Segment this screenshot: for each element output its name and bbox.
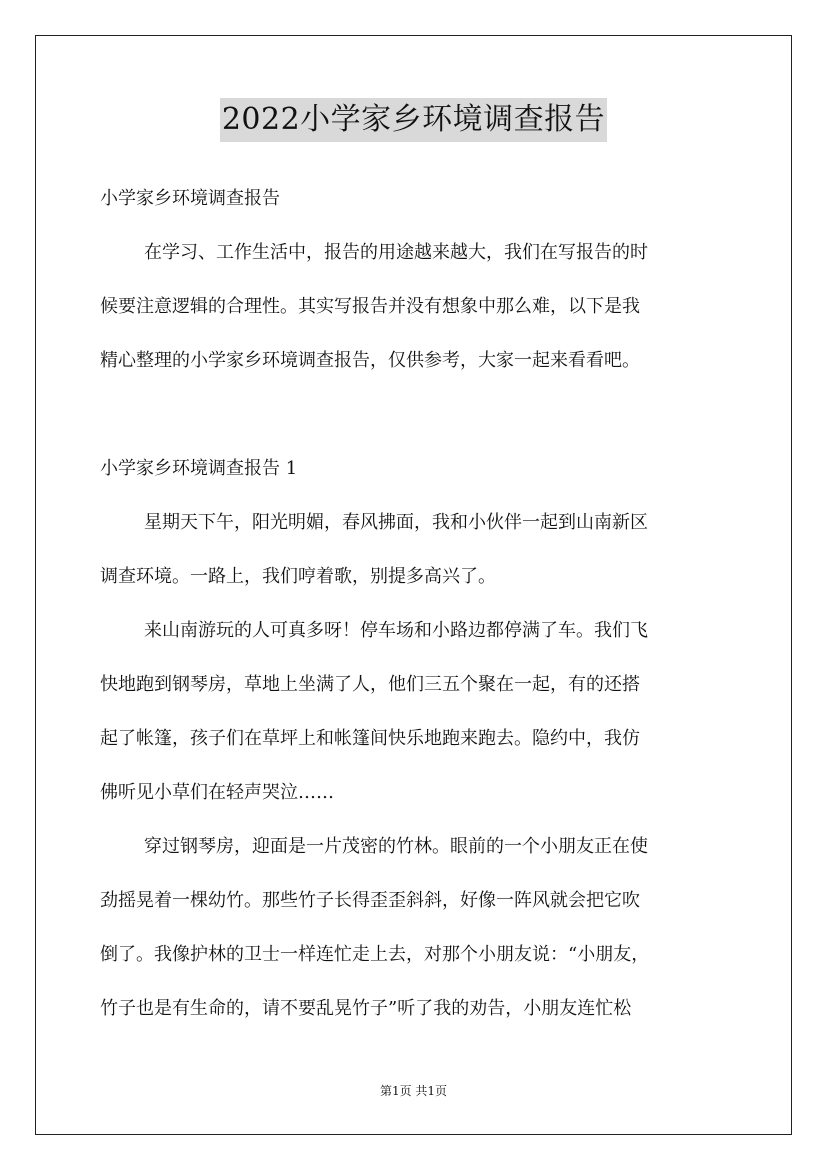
document-title-wrap xyxy=(0,98,827,142)
intro-line-1: 在学习、工作生活中，报告的用途越来越大，我们在写报告的时 xyxy=(144,242,648,263)
intro-line-2: 候要注意逻辑的合理性。其实写报告并没有想象中那么难，以下是我 xyxy=(100,296,640,317)
page-footer: 第1页 共1页 xyxy=(379,1084,448,1098)
para2-line-3: 起了帐篷，孩子们在草坪上和帐篷间快乐地跑来跑去。隐约中，我仿 xyxy=(100,728,640,749)
subtitle: 小学家乡环境调查报告 xyxy=(100,188,280,209)
para2-line-4: 佛听见小草们在轻声哭泣…… xyxy=(100,782,334,803)
para1-line-2: 调查环境。一路上，我们哼着歌，别提多高兴了。 xyxy=(100,566,496,587)
para2-line-1: 来山南游玩的人可真多呀！停车场和小路边都停满了车。我们飞 xyxy=(144,620,648,641)
para3-line-2: 劲摇晃着一棵幼竹。那些竹子长得歪歪斜斜，好像一阵风就会把它吹 xyxy=(100,890,640,911)
para3-line-1: 穿过钢琴房，迎面是一片茂密的竹林。眼前的一个小朋友正在使 xyxy=(144,836,648,857)
intro-line-3: 精心整理的小学家乡环境调查报告，仅供参考，大家一起来看看吧。 xyxy=(100,350,640,371)
document-body xyxy=(100,172,740,1036)
para2-line-2: 快地跑到钢琴房，草地上坐满了人，他们三五个聚在一起，有的还搭 xyxy=(100,674,640,695)
para3-line-3: 倒了。我像护林的卫士一样连忙走上去，对那个小朋友说：“小朋友， xyxy=(100,944,650,965)
section-heading: 小学家乡环境调查报告 1 xyxy=(100,458,298,479)
blank-line xyxy=(100,388,740,442)
document-title: 2022小学家乡环境调查报告 xyxy=(220,98,607,142)
para3-line-4: 竹子也是有生命的，请不要乱晃竹子”听了我的劝告，小朋友连忙松 xyxy=(100,998,632,1019)
para1-line-1: 星期天下午，阳光明媚，春风拂面，我和小伙伴一起到山南新区 xyxy=(144,512,648,533)
